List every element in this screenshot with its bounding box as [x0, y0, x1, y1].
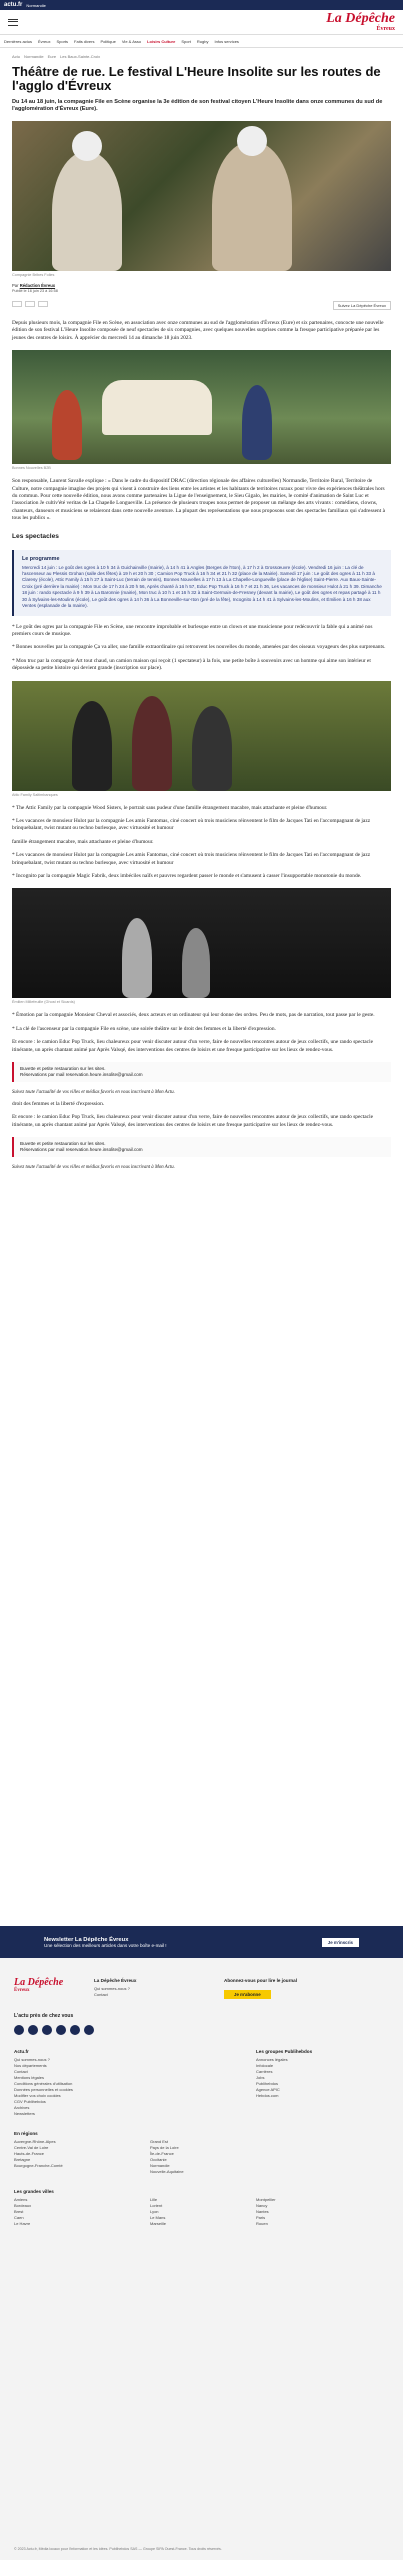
bullet-paragraph: Et encore : le camion Educ Pop Truck, lieu chaleureux pour venir discuter autour d'un verre, faire de nouvelles rencontres autour de jeux collectifs, une rando spectacle itinérante, un après chantant animé par Après Valsqé, des interventions des centres de loisirs et une fresque participative sur les lieux de rendez-vous.	[12, 1039, 373, 1053]
footer-link[interactable]: Modifier vos choix cookies	[14, 2093, 61, 2098]
group-links	[256, 2057, 366, 2099]
footer-link[interactable]: Archives	[14, 2105, 30, 2110]
footer-links	[94, 1986, 204, 1998]
footer-link[interactable]: Qui sommes-nous ?	[94, 1986, 130, 1991]
footer-columns-2	[14, 2131, 389, 2175]
footer-link[interactable]: Publihebdos	[256, 2081, 279, 2086]
newsletter-banner	[0, 1926, 403, 1958]
footer-link[interactable]: Contact	[94, 1992, 108, 1997]
main-nav	[0, 34, 403, 48]
footer-link[interactable]: Bordeaux	[14, 2203, 32, 2208]
cities-links	[14, 2197, 144, 2227]
footer-link[interactable]: Mentions légales	[14, 2075, 45, 2080]
cities-spacer	[256, 2189, 366, 2194]
facebook-icon[interactable]	[14, 2025, 24, 2035]
breadcrumb-item[interactable]: Normandie	[24, 54, 44, 59]
actu-logo[interactable]: actu.fr	[4, 2, 23, 8]
regions-title: En régions	[14, 2131, 38, 2136]
regions-column	[14, 2131, 144, 2175]
programme-box	[12, 550, 391, 616]
footer-link[interactable]: Paris	[256, 2215, 266, 2220]
bullet-paragraph: * Les vacances de monsieur Hulot par la compagnie Les amis Fantomas, ciné concert où trois musiciens réinventent le film de Jacques Tati en l'accompagnant de jazz brinquebalant, twist mutant ou techno burlesque, avec virtuosité et humour	[12, 817, 371, 832]
article-title: Théâtre de rue. Le festival L'Heure Insolite sur les routes de l'agglo d'Évreux	[12, 64, 381, 93]
emotion-image	[12, 888, 391, 998]
footer-link[interactable]: Newsletters	[14, 2111, 35, 2116]
footer-link[interactable]: Qui sommes-nous ?	[14, 2057, 50, 2062]
emotion-caption: Émilien Millefeuille (Ghost et Sicards)	[12, 1000, 75, 1005]
actu-links	[14, 2057, 144, 2117]
share-email-icon[interactable]	[38, 301, 48, 307]
cities-links-3	[256, 2197, 366, 2227]
breadcrumb-item[interactable]: Eure	[47, 54, 57, 59]
footer-link[interactable]: Conditions générales d'utilisation	[14, 2081, 73, 2086]
newsletter-subtitle: Une sélection des meilleurs articles dans votre boîte e-mail !	[44, 1942, 167, 1948]
footer-brand-links	[94, 1978, 204, 2001]
info-box-2	[12, 1137, 391, 1157]
footer-link[interactable]: Occitanie	[150, 2157, 167, 2162]
follow-mon-actu-line[interactable]: Suivez toute l'actualité de vos villes et médias favoris en vous inscrivant à Mon Actu.	[12, 1165, 175, 1171]
copyright: © 2023 Actu.fr, Média locaux pour l'information et les idées. Publihebdos SAS — Groupe SIPA Ouest-France. Tous droits réservés.	[14, 2547, 222, 2551]
footer-col-title: La Dépêche Évreux	[94, 1978, 137, 1983]
footer-link[interactable]: Lorient	[150, 2203, 163, 2208]
cities-column	[14, 2189, 144, 2227]
instagram-icon[interactable]	[42, 2025, 52, 2035]
footer-subscribe	[224, 1978, 297, 2001]
cities-links-2	[150, 2197, 250, 2227]
cities-column-3	[256, 2189, 366, 2227]
bullet-group-3	[0, 1010, 403, 1058]
footer-link[interactable]: Jobs	[256, 2075, 265, 2080]
footer-link[interactable]: Auvergne-Rhône-Alpes	[14, 2139, 56, 2144]
bullet-paragraph: * Bonnes nouvelles par la compagnie Ça va aller, une famille extraordinaire qui retrouvent les nouvelles du monde, amenées par des oiseaux voyageurs des plus surprenants.	[12, 644, 386, 651]
publish-date: Publié le 16 juin 23 à 16:58	[12, 289, 58, 293]
brand-logo[interactable]	[326, 12, 395, 32]
footer-brand-sub: Évreux	[14, 1988, 30, 1993]
regions-column-2	[150, 2131, 250, 2175]
footer-link[interactable]: Le Mans	[150, 2215, 166, 2220]
footer-link[interactable]: Contact	[14, 2069, 28, 2074]
actu-column	[14, 2049, 144, 2117]
actu-title: Actu.fr	[14, 2049, 29, 2054]
site-header	[0, 10, 403, 34]
nav-item[interactable]: Évreux	[38, 38, 51, 44]
footer-link[interactable]: Brest	[14, 2209, 24, 2214]
group-title: Les groupes Publihebdos	[256, 2049, 313, 2054]
footer-link[interactable]: Annonces légales	[256, 2057, 288, 2062]
footer-link[interactable]: Centre-Val de Loire	[14, 2145, 49, 2150]
info-line: Réservations par mail reservation.heure.insolite@gmail.com	[20, 1072, 143, 1077]
region-selector[interactable]: Normandie	[26, 2, 46, 8]
paragraph-2: Son responsable, Laurent Savalle explique : « Dans le cadre du dispositif DRAC (direction régionale des affaires culturelles) Normandie, Territoire Rural, Territoire de Culture, notre compagnie imagine des projets qui visent à construire des liens entre les artistes et les habitants de territoires ruraux pour vivre des expériences théâtrales hors du commun. Pour cette nouvelle édition, nous avons comme partenaires la Ligue de l'enseignement, le Sieu Gigalo, les mairies, le comité d'animation de Saint Luc et l'association Je cultiv'été veritas de La Chapelle Longueville. La présence de plusieurs troupes nous permet de proposer un mélange des arts vivants : comédiens, clowns, chanteurs, danseurs et musiciens se relaieront dans cette nouvelle aventure. La plupart des représentations que nous proposons sont des spectacles familiaux qui s'adressent à tous les publics ».	[12, 478, 385, 522]
brand-sub: Évreux	[376, 26, 395, 32]
footer-link[interactable]: Grand Est	[150, 2139, 169, 2144]
footer-link[interactable]: Lyon	[150, 2209, 159, 2214]
footer-link[interactable]: Carrières	[256, 2069, 273, 2074]
footer-link[interactable]: Bretagne	[14, 2157, 31, 2162]
bullet-paragraph: * Le goût des ogres par la compagnie File en Scène, une rencontre improbable et burlesque entre un clown et une musicienne pour redécouvrir la fable qui a animé nos premiers cours de musique.	[12, 623, 373, 637]
footer-link[interactable]: Rouen	[256, 2221, 268, 2226]
linkedin-icon[interactable]	[70, 2025, 80, 2035]
caravan-caption: Bonnes Nouvelles B2B	[12, 466, 51, 471]
footer-link[interactable]: Lille	[150, 2197, 158, 2202]
breadcrumb	[0, 48, 403, 61]
footer-link[interactable]: Caen	[14, 2215, 24, 2220]
footer-link[interactable]: Le Havre	[14, 2221, 31, 2226]
footer-brand: La Dépêche	[14, 1977, 64, 1988]
newsletter-title: Newsletter La Dépêche Évreux	[44, 1936, 129, 1943]
share-facebook-icon[interactable]	[12, 301, 22, 307]
footer-link[interactable]: Données personnelles et cookies	[14, 2087, 73, 2092]
regions-links-2	[150, 2139, 250, 2175]
breadcrumb-item[interactable]: Les Baux-Sainte-Croix	[60, 54, 101, 59]
subscribe-title: Abonnez-vous pour lire le journal	[224, 1978, 297, 1983]
bullet-paragraph: * La clé de l'ascenseur par la compagnie File en scène, une soirée théâtre sur le droit des femmes et la liberté d'expression.	[12, 1025, 276, 1032]
footer-link[interactable]: Marseille	[150, 2221, 167, 2226]
breadcrumb-item[interactable]: Actu	[12, 54, 21, 59]
youtube-icon[interactable]	[56, 2025, 66, 2035]
rss-icon[interactable]	[84, 2025, 94, 2035]
footer-link[interactable]: Hebdos.com	[256, 2093, 279, 2098]
footer-link[interactable]: Nancy	[256, 2203, 268, 2208]
footer-link[interactable]: Nos départements	[14, 2063, 47, 2068]
programme-text: Mercredi 14 juin : Le goût des ogres à 10 h 34 à Guichainville (mairie), à 14 h 41 à Angles (Berges de l'Iton), à 17 h 2 à Grossœuvre (école). Vendredi 16 juin : La clé de l'ascenseur au Plessis Grohan (salle des fêtes) à 19 h et 20 h 30 ; Camion Pop Truck à 16 h 34 et 21 h 32 (place de la Mairie). Samedi 17 juin : Le goût des ogres à 11 h 33 à Claresy (école), Attic Family à 15 h 27 à Saint-Luc (terrain de tennis), Bonnes Nouvelles à 17 h 13 à La Chapelle-Longueville (place de l'église) Saint-Pierre. Aux Baux-Sainte-Croix (pré derrière la mairie) : Mon truc de 17 h 24 à 20 h 56, Après chanté à 16 h 57, Educ Pop Truck à 16 h 7 et 21 h 36, Les vacances de monsieur Hulot à 21 h 39. Dimanche 18 juin : rando spectacle à 9 h 39 à La Baronnie (mairie), Mon truc à 10 h 1 et 16 h 32 à Saint-Germain-de-Fresney (devant la mairie), Le goût des ogres et repas partagé à 11 h 30 à Sylvains-les-Moulins (école), Le goût des ogres à 14 h 36 à La Bonneville-sur-Iton (pré de la fête), Incognito à 14 h 41 à Sylvains-les-Moulins, et Émilien à 16 h 38 aux Ventes (esplanade de la mairie).	[22, 564, 382, 609]
nav-item[interactable]: Rugby	[196, 38, 209, 44]
cities-title: Les grandes villes	[14, 2189, 54, 2194]
footer-link[interactable]: Bourgogne-Franche-Comté	[14, 2163, 63, 2168]
hero-image	[12, 121, 391, 271]
near-title: L'actu près de chez vous	[14, 2013, 74, 2019]
bullet-paragraph: famille étrangement macabre, mais attachante et pleine d'humour.	[12, 838, 154, 845]
footer-link[interactable]: Hauts-de-France	[14, 2151, 45, 2156]
footer-link[interactable]: Pays de la Loire	[150, 2145, 179, 2150]
nav-item[interactable]: Politique	[100, 38, 116, 44]
brand-name: La Dépêche	[326, 11, 395, 26]
repeat-paragraph-2: Et encore : le camion Educ Pop Truck, lieu chaleureux pour venir discuter autour d'un verre, faire de nouvelles rencontres autour de jeux collectifs, une rando spectacle itinérante, un après chantant animé par Après Valsqé, des interventions des centres de loisirs et une fresque participative sur les lieux de rendez-vous.	[12, 1114, 373, 1128]
attic-family-caption: Attic Family Saltimbanques	[12, 792, 58, 797]
info-line: Réservations par mail reservation.heure.insolite@gmail.com	[20, 1147, 143, 1153]
author-link[interactable]: Rédaction Évreux	[19, 283, 56, 288]
footer-columns-3	[14, 2189, 389, 2227]
footer-link[interactable]: Agence APIC	[256, 2087, 280, 2092]
footer-logo[interactable]	[14, 1978, 74, 2001]
nav-item[interactable]: Loisirs Culture	[147, 38, 176, 44]
newsletter-subscribe-button[interactable]: Je m'inscris	[322, 1938, 359, 1947]
hero-caption: Compagnie Bribes Folies	[12, 273, 55, 277]
footer-link[interactable]: Nouvelle-Aquitaine	[150, 2169, 184, 2174]
cities-column-2	[150, 2189, 250, 2227]
footer-link[interactable]: Infolocale	[256, 2063, 274, 2068]
nav-item[interactable]: Dernières actus	[4, 38, 33, 44]
programme-title: Le programme	[22, 555, 60, 562]
subscribe-button[interactable]: Je m'abonne	[224, 1990, 271, 1999]
section-heading: Les spectacles	[12, 532, 59, 540]
nav-item[interactable]: Vie & Asso	[121, 38, 142, 44]
share-buttons	[12, 301, 48, 310]
share-twitter-icon[interactable]	[25, 301, 35, 307]
group-column	[256, 2049, 366, 2117]
regions-links	[14, 2139, 144, 2169]
caravan-image	[12, 350, 391, 464]
footer-link[interactable]: Montpellier	[256, 2197, 276, 2202]
twitter-icon[interactable]	[28, 2025, 38, 2035]
bullet-paragraph: * Émotion par la compagnie Monsieur Cheval et associés, deux acteurs et un ordinateur qui leur donne des ordres. Peu de mots, pas de narration, tout passe par le geste.	[12, 1012, 375, 1019]
footer-link[interactable]: CGV Publihebdos	[14, 2099, 46, 2104]
info-line: Buvette et petite restauration sur les sites.	[20, 1141, 106, 1147]
bullet-group-2	[0, 803, 403, 885]
footer-link[interactable]: Amiens	[14, 2197, 28, 2202]
follow-button[interactable]: Suivez La Dépêche Évreux	[333, 301, 391, 310]
bullet-paragraph: * Les vacances de monsieur Hulot par la compagnie Les amis Fantomas, ciné concert où trois musiciens réinventent le film de Jacques Tati en l'accompagnant de jazz brinquebalant, twist mutant ou techno burlesque, avec virtuosité et humour	[12, 852, 371, 866]
paragraph-1: Depuis plusieurs mois, la compagnie File en Scène, en association avec onze communes au sud de l'agglomération d'Évreux (Eure) et six partenaires, concocte une nouvelle édition de son festival L'Heure Insolite composée de neuf spectacles de six compagnies, avec quelques nouvelles surprises comme la fresque participative préparée par les jeunes des centres de loisirs. À apprécier du mercredi 14 au dimanche 18 juin 2023.	[12, 320, 384, 341]
repeat-paragraph-1: droit des femmes et la liberté d'expression.	[12, 1101, 105, 1107]
spacer-column	[150, 2049, 250, 2117]
nav-item[interactable]: Faits divers	[74, 38, 95, 44]
footer-link[interactable]: Nantes	[256, 2209, 269, 2214]
nav-item[interactable]: Sports	[56, 38, 69, 44]
nav-item[interactable]: Sport	[181, 38, 191, 44]
bullet-group-1	[0, 622, 403, 677]
cities-spacer	[150, 2189, 250, 2194]
bullet-paragraph: * Incognito par la compagnie Magic Fabrik, deux imbéciles naïfs et pauvres regardent passer le monde et s'amusent à casser l'insupportable monotonie du monde.	[12, 872, 362, 879]
article-lead: Du 14 au 18 juin, la compagnie File en Scène organise la 3e édition de son festival citoyen L'Heure Insolite dans onze communes du sud de l'agglomération d'Évreux (Eure).	[12, 99, 383, 112]
footer-columns-1	[14, 2049, 389, 2117]
empty-column	[256, 2131, 366, 2175]
menu-icon[interactable]	[8, 19, 18, 26]
top-bar	[0, 0, 403, 10]
footer-link[interactable]: Île-de-France	[150, 2151, 174, 2156]
byline-label: Par	[12, 283, 19, 288]
info-line: Buvette et petite restauration sur les sites.	[20, 1066, 106, 1071]
info-box-1	[12, 1062, 391, 1082]
bullet-paragraph: * The Attic Family par la compagnie Wood Sisters, le portrait sans pudeur d'une famille étrangement macabre, mais attachante et pleine d'humour.	[12, 804, 328, 811]
footer-link[interactable]: Normandie	[150, 2163, 170, 2168]
regions-spacer	[150, 2131, 250, 2136]
footer	[0, 1958, 403, 2560]
bullet-paragraph: * Mon truc par la compagnie Art tout chaud, un camion maison qui reçoit (1 spectateur) à la fois, une petite boîte à souvenirs avec un homme qui aime son intérieur et dépossède sa petite histoire qui devient grande (inscription sur place).	[12, 657, 371, 672]
attic-family-image	[12, 681, 391, 791]
article-actions	[0, 299, 403, 318]
nav-item[interactable]: Infos services	[214, 38, 239, 44]
follow-mon-actu-line[interactable]: Suivez toute l'actualité de vos villes et médias favoris en vous inscrivant à Mon Actu.	[12, 1090, 175, 1095]
social-links	[14, 2025, 389, 2035]
